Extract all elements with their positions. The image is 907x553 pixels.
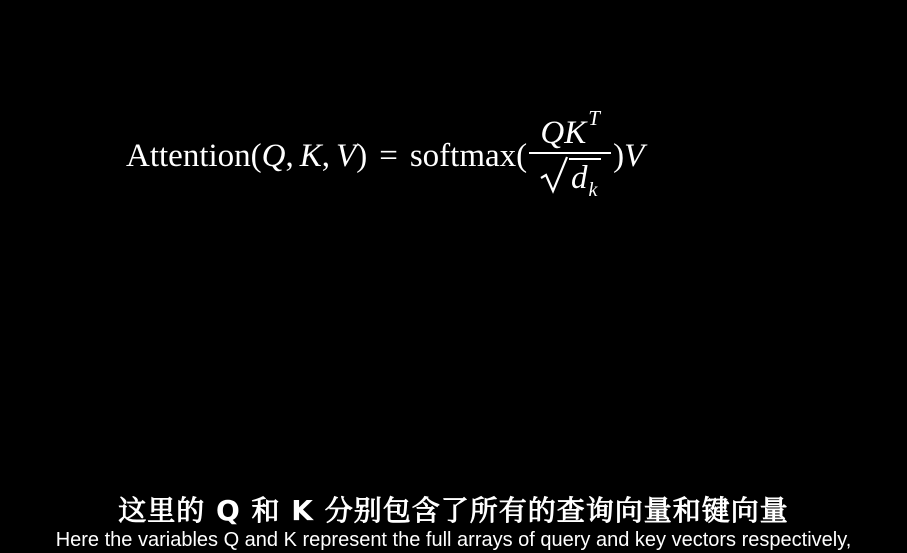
subtitle-chinese: 这里的 Q 和 K 分别包含了所有的查询向量和键向量 [118, 494, 789, 527]
formula-fraction [529, 106, 611, 201]
numerator-q: Q [540, 115, 565, 151]
numerator-k: K [564, 115, 587, 151]
formula-open-paren: ( [250, 137, 262, 174]
square-root-icon [539, 156, 569, 194]
formula-softmax-open-paren: ( [516, 137, 528, 174]
formula-close-paren: ) [356, 137, 368, 174]
formula-arg-v: V [336, 137, 357, 174]
formula-softmax-close-paren: ) [613, 137, 625, 174]
formula-comma-2: , [321, 137, 331, 174]
formula-softmax: softmax [409, 137, 517, 174]
numerator-transpose-superscript: T [588, 106, 600, 130]
formula-function-name: Attention [126, 137, 251, 174]
formula-arg-q: Q [261, 137, 286, 174]
formula-comma-1: , [285, 137, 294, 174]
formula-arg-k: K [299, 137, 322, 174]
attention-formula [126, 108, 644, 204]
square-root-body [569, 158, 601, 201]
fraction-numerator [534, 106, 606, 152]
denominator-subscript-k: k [588, 179, 598, 201]
denominator-d: d [570, 160, 588, 196]
subtitle-english: Here the variables Q and K represent the full arrays of query and key vectors respectively, [55, 529, 852, 551]
formula-tail-v: V [624, 137, 645, 174]
fraction-denominator [539, 154, 601, 201]
formula-equals: = [379, 137, 398, 174]
